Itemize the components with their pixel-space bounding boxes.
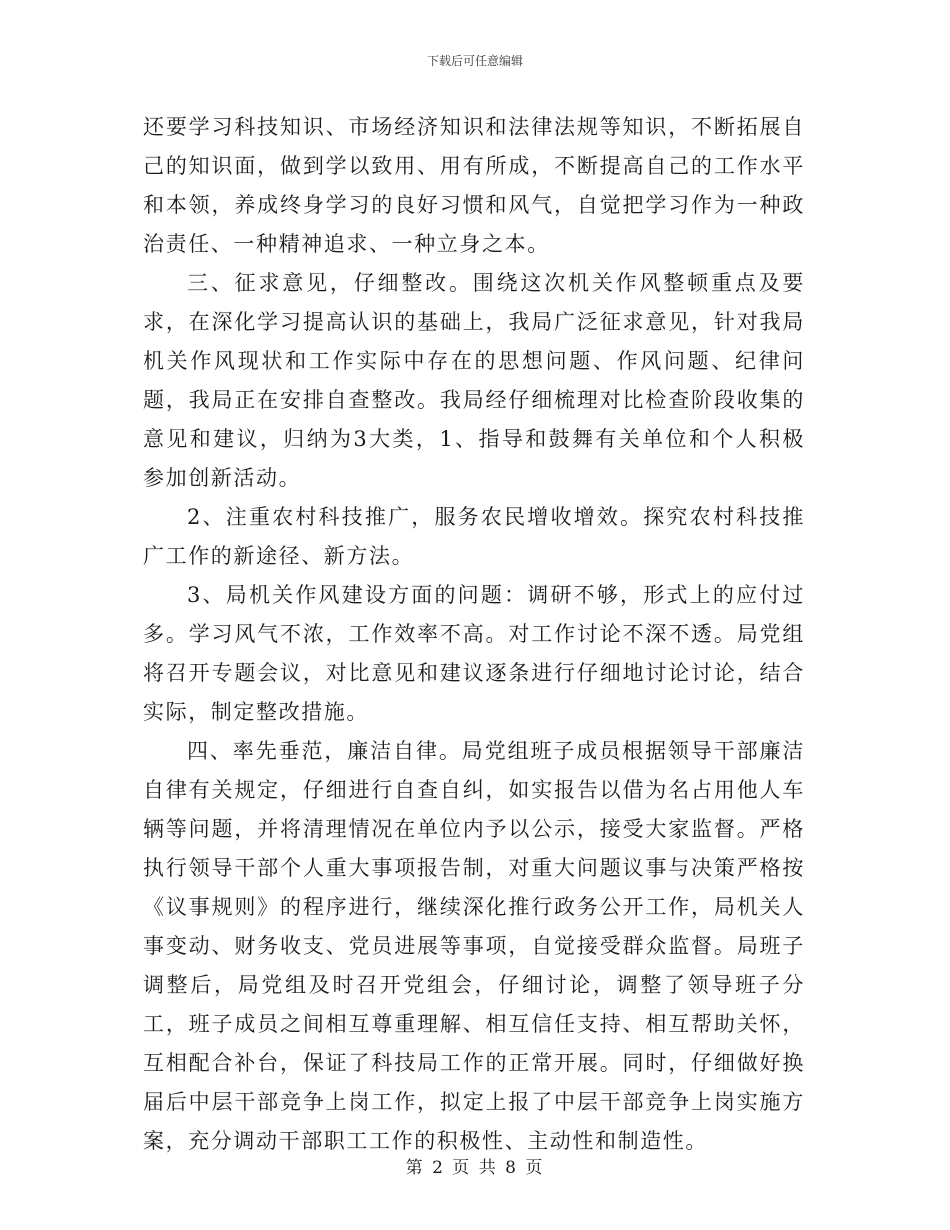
- paragraph-4: 3、局机关作风建设方面的问题：调研不够，形式上的应付过多。学习风气不浓，工作效率不高。对工作讨论不深不透。局党组将召开专题会议，对比意见和建议逐条进行仔细地讨论讨论，结合实际，制定整改措施。: [143, 583, 805, 724]
- paragraph-3: 2、注重农村科技推广，服务农民增收增效。探究农村科技推广工作的新途径、新方法。: [143, 505, 805, 568]
- paragraph-2: 三、征求意见，仔细整改。围绕这次机关作风整顿重点及要求，在深化学习提高认识的基础上，我局广泛征求意见，针对我局机关作风现状和工作实际中存在的思想问题、作风问题、纪律问题，我局正在安排自查整改。我局经仔细梳理对比检查阶段收集的意见和建议，归纳为3大类，1、指导和鼓舞有关单位和个人积极参加创新活动。: [143, 271, 805, 490]
- paragraph-1: 还要学习科技知识、市场经济知识和法律法规等知识，不断拓展自己的知识面，做到学以致用、用有所成，不断提高自己的工作水平和本领，养成终身学习的良好习惯和风气，自觉把学习作为一种政治责任、一种精神追求、一种立身之本。: [143, 115, 805, 256]
- page-number-footer: 第 2 页 共 8 页: [405, 1158, 545, 1178]
- header-note: 下载后可任意编辑: [426, 54, 523, 68]
- paragraph-5: 四、率先垂范，廉洁自律。局党组班子成员根据领导干部廉洁自律有关规定，仔细进行自查自纠，如实报告以借为名占用他人车辆等问题，并将清理情况在单位内予以公示，接受大家监督。严格执行领导干部个人重大事项报告制，对重大问题议事与决策严格按《议事规则》的程序进行，继续深化推行政务公开工作，局机关人事变动、财务收支、党员进展等事项，自觉接受群众监督。局班子调整后，局党组及时召开党组会，仔细讨论，调整了领导班子分工，班子成员之间相互尊重理解、相互信任支持、相互帮助关怀，互相配合补台，保证了科技局工作的正常开展。同时，仔细做好换届后中层干部竞争上岗工作，拟定上报了中层干部竞争上岗实施方案，充分调动干部职工工作的积极性、主动性和制造性。: [143, 739, 805, 1153]
- document-body: [143, 108, 805, 1161]
